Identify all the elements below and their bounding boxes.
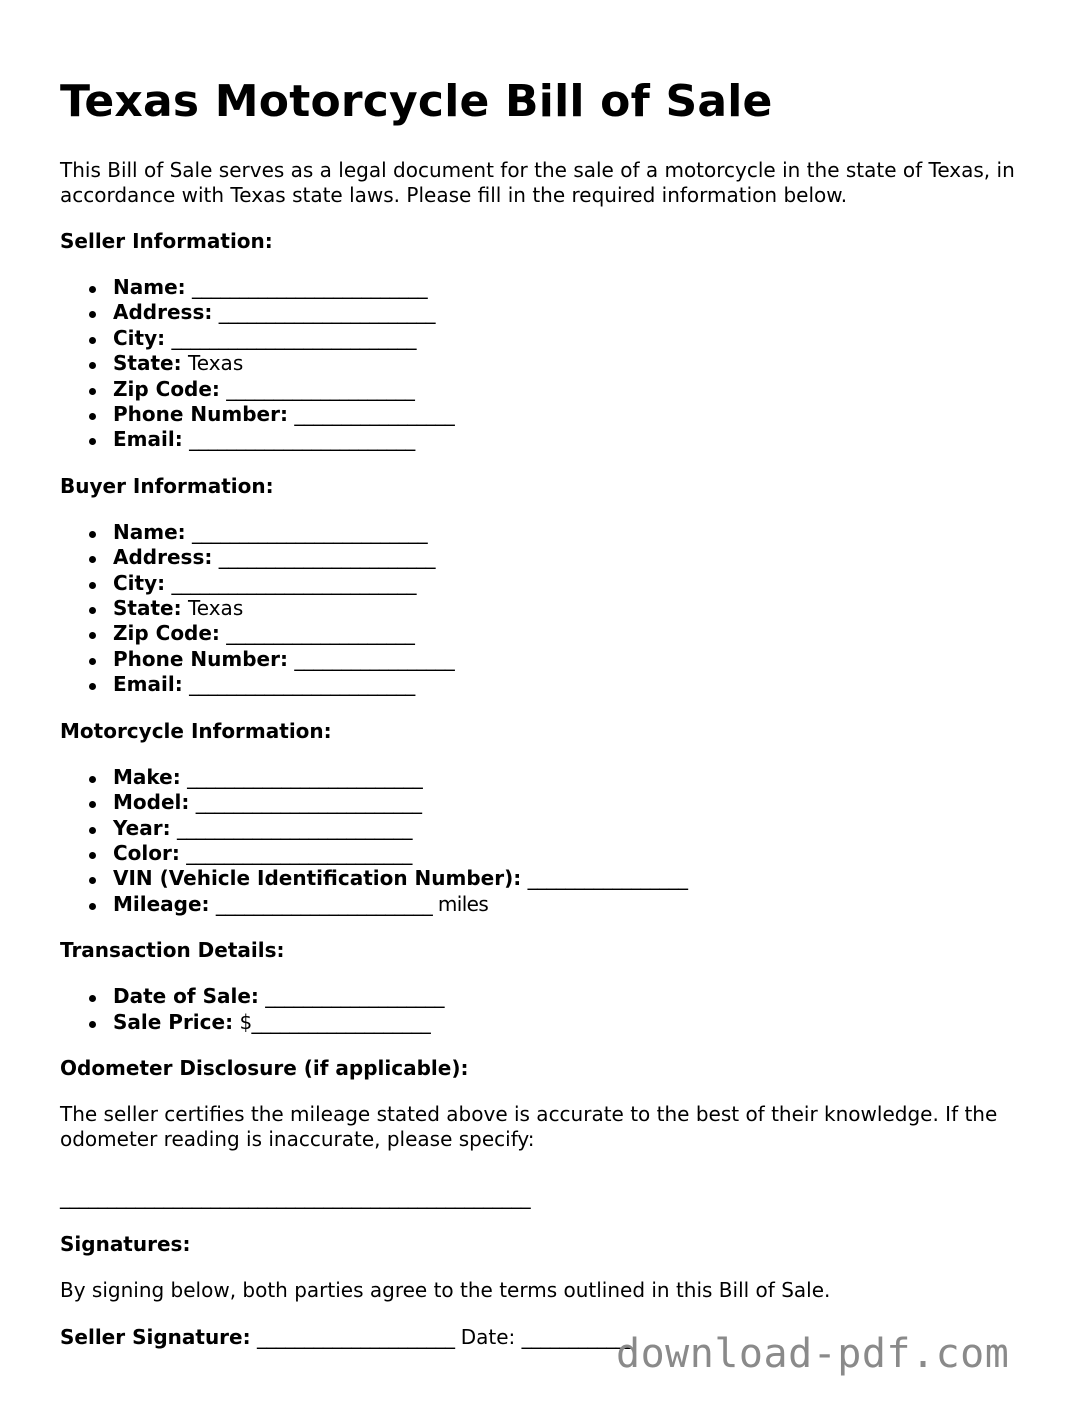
buyer-city-field[interactable]: __________________________ (171, 570, 416, 595)
buyer-name-field[interactable]: _________________________ (192, 519, 428, 544)
buyer-email-field[interactable]: ________________________ (189, 672, 415, 697)
buyer-address-item: Address: _______________________ (113, 545, 1040, 570)
transaction-date-item: Date of Sale: ___________________ (113, 984, 1040, 1009)
watermark: download-pdf.com (616, 1331, 1010, 1377)
seller-phone-field[interactable]: _________________ (294, 402, 455, 427)
motorcycle-year-field[interactable]: _________________________ (176, 815, 412, 840)
seller-city-field[interactable]: __________________________ (171, 325, 416, 350)
motorcycle-year-item: Year: _________________________ (113, 816, 1040, 841)
seller-zip-field[interactable]: ____________________ (226, 376, 415, 401)
seller-zip-item: Zip Code: ____________________ (113, 377, 1040, 402)
motorcycle-list (60, 765, 1040, 917)
transaction-price-item: Sale Price: $___________________ (113, 1010, 1040, 1035)
motorcycle-model-item: Model: ________________________ (113, 790, 1040, 815)
seller-email-item: Email: ________________________ (113, 427, 1040, 452)
motorcycle-make-field[interactable]: _________________________ (187, 764, 423, 789)
buyer-phone-field[interactable]: _________________ (294, 646, 455, 671)
sale-price-field[interactable]: $___________________ (239, 1009, 431, 1034)
signatures-heading: Signatures: (60, 1231, 191, 1256)
document-title: Texas Motorcycle Bill of Sale (60, 76, 773, 127)
buyer-phone-item: Phone Number: _________________ (113, 647, 1040, 672)
seller-list (60, 275, 1040, 453)
transaction-list (60, 984, 1040, 1035)
seller-name-field[interactable]: _________________________ (192, 275, 428, 299)
buyer-zip-field[interactable]: ____________________ (226, 621, 415, 646)
seller-signature-field[interactable]: _____________________ (256, 1324, 455, 1349)
motorcycle-vin-field[interactable]: _________________ (527, 866, 688, 891)
buyer-heading: Buyer Information: (60, 473, 274, 498)
seller-signature-label: Seller Signature: (60, 1324, 251, 1349)
seller-city-item: City: __________________________ (113, 326, 1040, 351)
seller-email-field[interactable]: ________________________ (189, 427, 415, 452)
motorcycle-color-field[interactable]: ________________________ (186, 840, 412, 865)
signature-date-label: Date: (460, 1324, 516, 1349)
motorcycle-model-field[interactable]: ________________________ (195, 790, 422, 815)
seller-heading: Seller Information: (60, 229, 273, 253)
seller-name-item: Name: _________________________ (113, 275, 1040, 300)
seller-state-value: Texas (187, 351, 244, 376)
seller-phone-item: Phone Number: _________________ (113, 402, 1040, 427)
motorcycle-vin-item: VIN (Vehicle Identification Number): _________________ (113, 866, 1040, 891)
motorcycle-make-item: Make: _________________________ (113, 765, 1040, 790)
signatures-paragraph: By signing below, both parties agree to the terms outlined in this Bill of Sale. (60, 1277, 831, 1302)
odometer-paragraph: The seller certifies the mileage stated above is accurate to the best of their knowledge. If the odometer reading is inaccurate, please specify: (60, 1101, 998, 1151)
transaction-heading: Transaction Details: (60, 938, 285, 963)
odometer-heading: Odometer Disclosure (if applicable): (60, 1055, 469, 1080)
buyer-state-value: Texas (187, 596, 244, 621)
date-of-sale-field[interactable]: ___________________ (265, 984, 444, 1009)
document-page (60, 76, 1040, 1350)
seller-state-item: State: Texas (113, 351, 1040, 376)
buyer-zip-item: Zip Code: ____________________ (113, 621, 1040, 646)
seller-address-field[interactable]: _______________________ (218, 300, 435, 325)
motorcycle-heading: Motorcycle Information: (60, 718, 332, 743)
motorcycle-mileage-item: Mileage: _______________________ miles (113, 892, 1040, 917)
motorcycle-color-item: Color: ________________________ (113, 841, 1040, 866)
buyer-email-item: Email: ________________________ (113, 672, 1040, 697)
motorcycle-mileage-field[interactable]: _______________________ miles (215, 891, 489, 916)
seller-address-item: Address: _______________________ (113, 300, 1040, 325)
buyer-list (60, 520, 1040, 698)
buyer-city-item: City: __________________________ (113, 571, 1040, 596)
buyer-name-item: Name: _________________________ (113, 520, 1040, 545)
odometer-specify-field[interactable]: __________________________________________________ (60, 1184, 531, 1209)
buyer-state-item: State: Texas (113, 596, 1040, 621)
signature-date-field[interactable]: ____________ (521, 1324, 635, 1349)
buyer-address-field[interactable]: _______________________ (218, 545, 435, 570)
intro-paragraph: This Bill of Sale serves as a legal document for the sale of a motorcycle in the state of Texas, in accordance with Texas state laws. Please fill in the required information below. (60, 158, 1015, 207)
